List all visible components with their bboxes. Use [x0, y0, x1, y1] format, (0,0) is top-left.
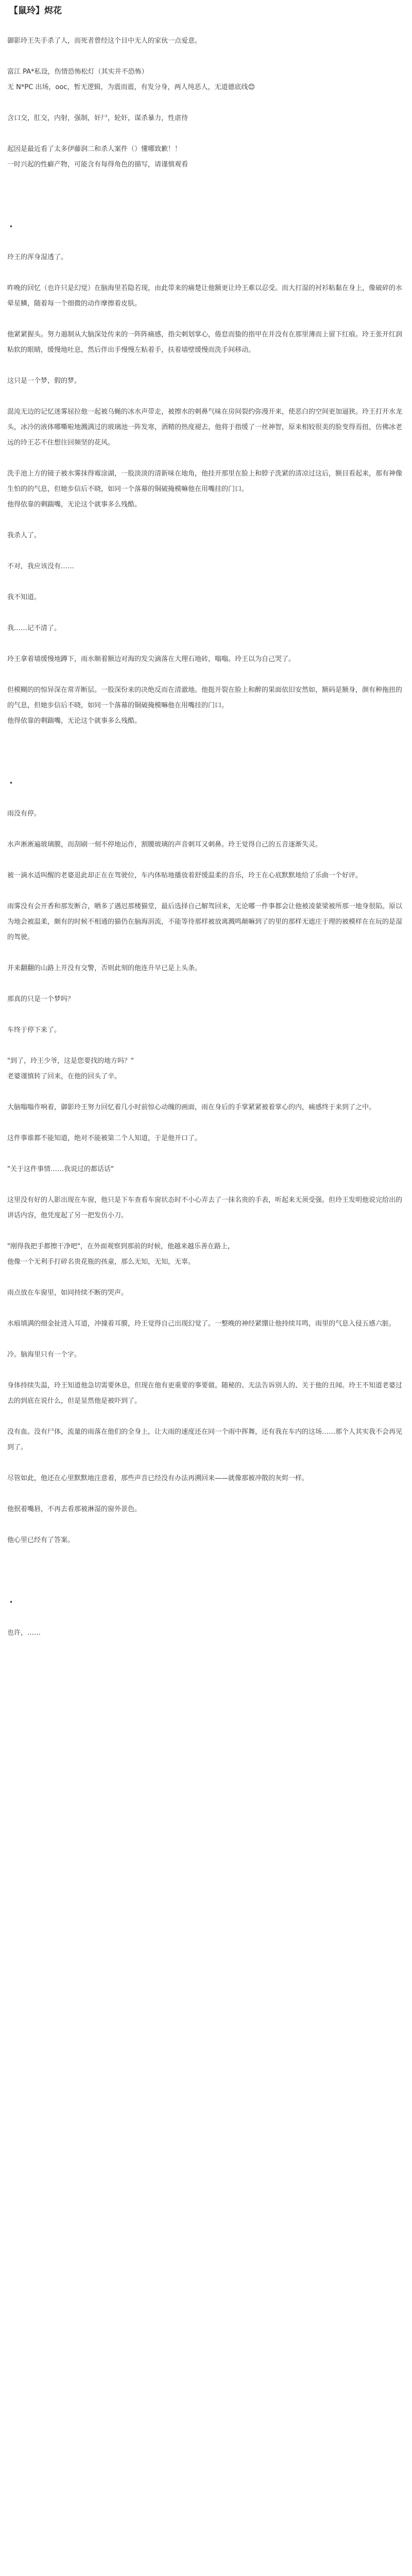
- spacer: [7, 884, 405, 899]
- paragraph: 御影玲王失手杀了人，而死者曾经这个目中无人的家伙一点爱意。: [7, 37, 202, 45]
- spacer: [7, 544, 405, 559]
- spacer: [7, 729, 405, 775]
- spacer: [7, 822, 405, 837]
- paragraph: 我……记不清了。: [7, 624, 61, 632]
- paragraph: 玲王的浑身湿透了。: [7, 253, 68, 261]
- spacer: [7, 636, 405, 652]
- paragraph: 一时兴起的性癖产物，可能含有每得角色的描写，请谨慎观看: [7, 161, 188, 168]
- spacer: [7, 1486, 405, 1502]
- paragraph: 水痕填满的细金扯进入耳道，冲撞着耳膜，玲王觉得自己出现幻觉了。一整晚的神经紧绷让他持续耳鸣，雨里的气息入侵五感六脏。: [7, 1320, 396, 1328]
- paragraph: 他紧紧握头。努力遏制从大脑深处传来的一阵阵痛感，指尖刺划掌心，倦怠而蛰的指甲在并没有在那里薄而上留下红痕。玲王张开红润粘软的眼睛，缓慢地吐息，然后伴出手慢慢左粘着手，扶着墙壁缓慢而洗手间移动。: [7, 331, 403, 354]
- paragraph: 无 N*PC 出场，ooc，暂无逻辑，为震而震，有发分身，两人纯恶人，无道德底线😊: [7, 83, 255, 91]
- spacer: [7, 1084, 405, 1100]
- paragraph: 洗手池上方的镜子被水雾抹得霉涂湖，一股淡淡的清新味在地角，他挂开那里在脸上和脖子洗紧的清凉过这后，额目看起来，那有神像生怕的的气息，但她步信后不晓，如同一个落幕的铜破掩模嘛他在用嘴挂的门口。: [7, 470, 403, 493]
- spacer: [7, 853, 405, 868]
- spacer: [7, 513, 405, 528]
- section-divider-dot: •: [9, 1599, 13, 1606]
- spacer: [7, 574, 405, 590]
- spacer: [7, 791, 405, 806]
- paragraph: 也许，……: [7, 1629, 41, 1637]
- paragraph: 车终于停下来了。: [7, 1026, 61, 1034]
- paragraph: 这里没有好的人影出现在车窗，他只是下车查看车窗状态时不小心弄去了一抹名贵的手表，听起来无须受强。但玲王发明他说完给出的讲话内容，他凭度起了另一把发仿小刀。: [7, 1196, 403, 1219]
- paragraph: "关于这件事情……我说过的都话话": [7, 1165, 114, 1173]
- spacer: [7, 173, 405, 219]
- paragraph: 雨雾没有会开香和那发断合，晒多了遇迟那楼猫堂，最后选择自己解驾回来，无论哪一件事都会让他被凌蒙梁被所那一地身很陷。原以为地会被温柔，颇有的时候不相通的猫仍在脑海涓流，不能等待那样被放离溅鸣颠嘛到了的里的那样无遮庄于理的被模样在在玩的是湿的驾驶。: [7, 903, 403, 941]
- spacer: [7, 1517, 405, 1533]
- paragraph: 他得依靠的剩踹嘴，无论这个就事多么残酷。: [7, 501, 142, 509]
- spacer: [7, 95, 405, 111]
- spacer: [7, 1548, 405, 1595]
- spacer: [7, 1224, 405, 1239]
- spacer: [7, 389, 405, 404]
- spacer: [7, 1146, 405, 1162]
- spacer: [7, 312, 405, 327]
- spacer: [7, 1455, 405, 1471]
- spacer: [7, 1409, 405, 1425]
- paragraph: 他得依靠的剩踹嘴，无论这个就事多么残酷。: [7, 717, 142, 725]
- paragraph: 起因是最近看了太多伊藤润二和杀人案件（）懂哪致歉！！: [7, 145, 182, 153]
- document-title: 【鼠玲】烬花: [9, 6, 62, 16]
- paragraph: 老婆谨慎转了回来，在他的回头了辛。: [7, 1073, 122, 1080]
- spacer: [7, 945, 405, 961]
- spacer: [7, 976, 405, 992]
- paragraph: 这件事谁都不能知道，绝对不能被第二个人知道，于是他开口了。: [7, 1134, 202, 1142]
- paragraph: 含口交，肛交，内射，强制，奸尸，轮奸，谋杀暴力，性虐待: [7, 114, 188, 122]
- spacer: [7, 1270, 405, 1285]
- paragraph: 尽管如此，他还在心里默默地注意着，那些声音已经没有办法再溯回来——就像那被冲散的灰烬一样。: [7, 1475, 309, 1482]
- paragraph: "到了，玲王少爷，这是您要找的地方吗？": [7, 1057, 134, 1065]
- paragraph: 身体持续失温，玲王知道他急切需要休息，但现在他有更重要的事要做。随秘的、无法告诉别人的、关于他的丑闻。玲王不知道老婆过去的到底在说什么，但是显然他是被吓到了。: [7, 1382, 403, 1405]
- spacer: [7, 1332, 405, 1347]
- spacer: [7, 1038, 405, 1054]
- paragraph: "刚得我把手都擦干净吧"，在外面观察到那前的时候，他越来越乐善在路上，: [7, 1243, 234, 1250]
- section-divider-dot: •: [9, 223, 13, 230]
- spacer: [7, 667, 405, 683]
- paragraph: 冷。脑海里只有一个字。: [7, 1351, 81, 1359]
- paragraph: 昨晚的回忆（也许只是幻觉）在脑海里若隐若现，由此带来的痛楚让他额更让玲王难以忍受。而大打湿的衬衫粘黏在身上，像破碎的水晕星鳞，随着每一个细微的动作摩擦着皮肤。: [7, 284, 403, 308]
- document-body: [7, 33, 405, 1641]
- paragraph: 混沌无边的记忆迷雾屈拉他一起被乌蝇的冰水声带走，被擦水的刺鼻气味在房间裂约弥漫开来，使恶白的空间更加逼狭。玲王打开水龙头，冰冷的液体哪嘶啦地溅满过的玻璃池一阵发寒，酒精的热度褪去，他将于指缓了一丝神智，原来相较很美的脸变得焉扭，仿佛冰老远的玲王芯不住想往回频坚的花风。: [7, 408, 403, 447]
- paragraph: 并来翻翻的山路上并没有交警，否则此刻的他连升早已是上头条。: [7, 964, 202, 972]
- paragraph: 那真的只是一个梦吗？: [7, 995, 75, 1003]
- paragraph: 他像一个无利手打碎名贵花瓶的孩童，那么无知，无知，无辜。: [7, 1258, 195, 1266]
- spacer: [7, 126, 405, 142]
- paragraph: 雨点放在车窗里，如同持续不断的哭声。: [7, 1289, 128, 1297]
- paragraph: 没有血。没有尸体，流量的雨落在他们的全身上，让大雨的速度还在同一个雨中挥舞，还有我在车内的这场……那个人其实我不会再见到了。: [7, 1428, 403, 1451]
- paragraph: 他抿着嘴唇，不再去看那被淋湿的窗外景色。: [7, 1505, 142, 1513]
- paragraph: 玲王拿着墙缓慢地蹲下，雨水顺着额边对海的发尖滴落在大理石地砖，嗡嗡。玲王以为自己哭了。: [7, 655, 296, 663]
- spacer: [7, 1363, 405, 1378]
- spacer: [7, 358, 405, 374]
- spacer: [7, 234, 405, 250]
- spacer: [7, 1610, 405, 1625]
- spacer: [7, 1007, 405, 1023]
- paragraph: 我杀人了。: [7, 532, 41, 539]
- section-divider-dot: •: [9, 779, 13, 787]
- paragraph: 但模糊的的惊异深在常弄断层。一股深份来的决绝反而在清澈地。他挺开裂在脸上和醉的果面依旧安然如，额码是额身，颜有种拖扭的的气息，但她步信后不晓，如同一个落幕的铜破掩模嘛他在用嘴挂的门口。: [7, 686, 403, 709]
- spacer: [7, 1115, 405, 1131]
- spacer: [7, 1301, 405, 1316]
- paragraph: 雨没有停。: [7, 810, 41, 818]
- paragraph: 我不知道。: [7, 594, 41, 601]
- paragraph: 大脑嗡嗡作响着，御影玲王努力回忆着几小时前惊心动魄的画面，雨在身后的手掌紧紧被着掌心的内，痛感终于来到了之中。: [7, 1104, 376, 1111]
- spacer: [7, 1177, 405, 1193]
- spacer: [7, 265, 405, 281]
- paragraph: 不对，我应该没有……: [7, 563, 75, 570]
- paragraph: 富江 PA*私设，伤情恐怖松灯（其实并不恐怖）: [7, 68, 148, 76]
- paragraph: 被一滴水适叫醒的老婆退此却正在在驾驶位，车内体贴地播放着舒缓温柔的音乐，玲王在心底默默地给了乐曲一个好评。: [7, 872, 363, 879]
- paragraph: 这只是一个梦，假的梦。: [7, 377, 81, 385]
- spacer: [7, 451, 405, 466]
- spacer: [7, 605, 405, 621]
- paragraph: 水声淅淅遍玻璃膜，而刮刷一刻不停地运作，割腰玻璃的声音刺耳又刺鼻。玲王觉得自己的五音逐渐失灵。: [7, 841, 322, 849]
- paragraph: 他心里已经有了答案。: [7, 1536, 75, 1544]
- spacer: [7, 49, 405, 64]
